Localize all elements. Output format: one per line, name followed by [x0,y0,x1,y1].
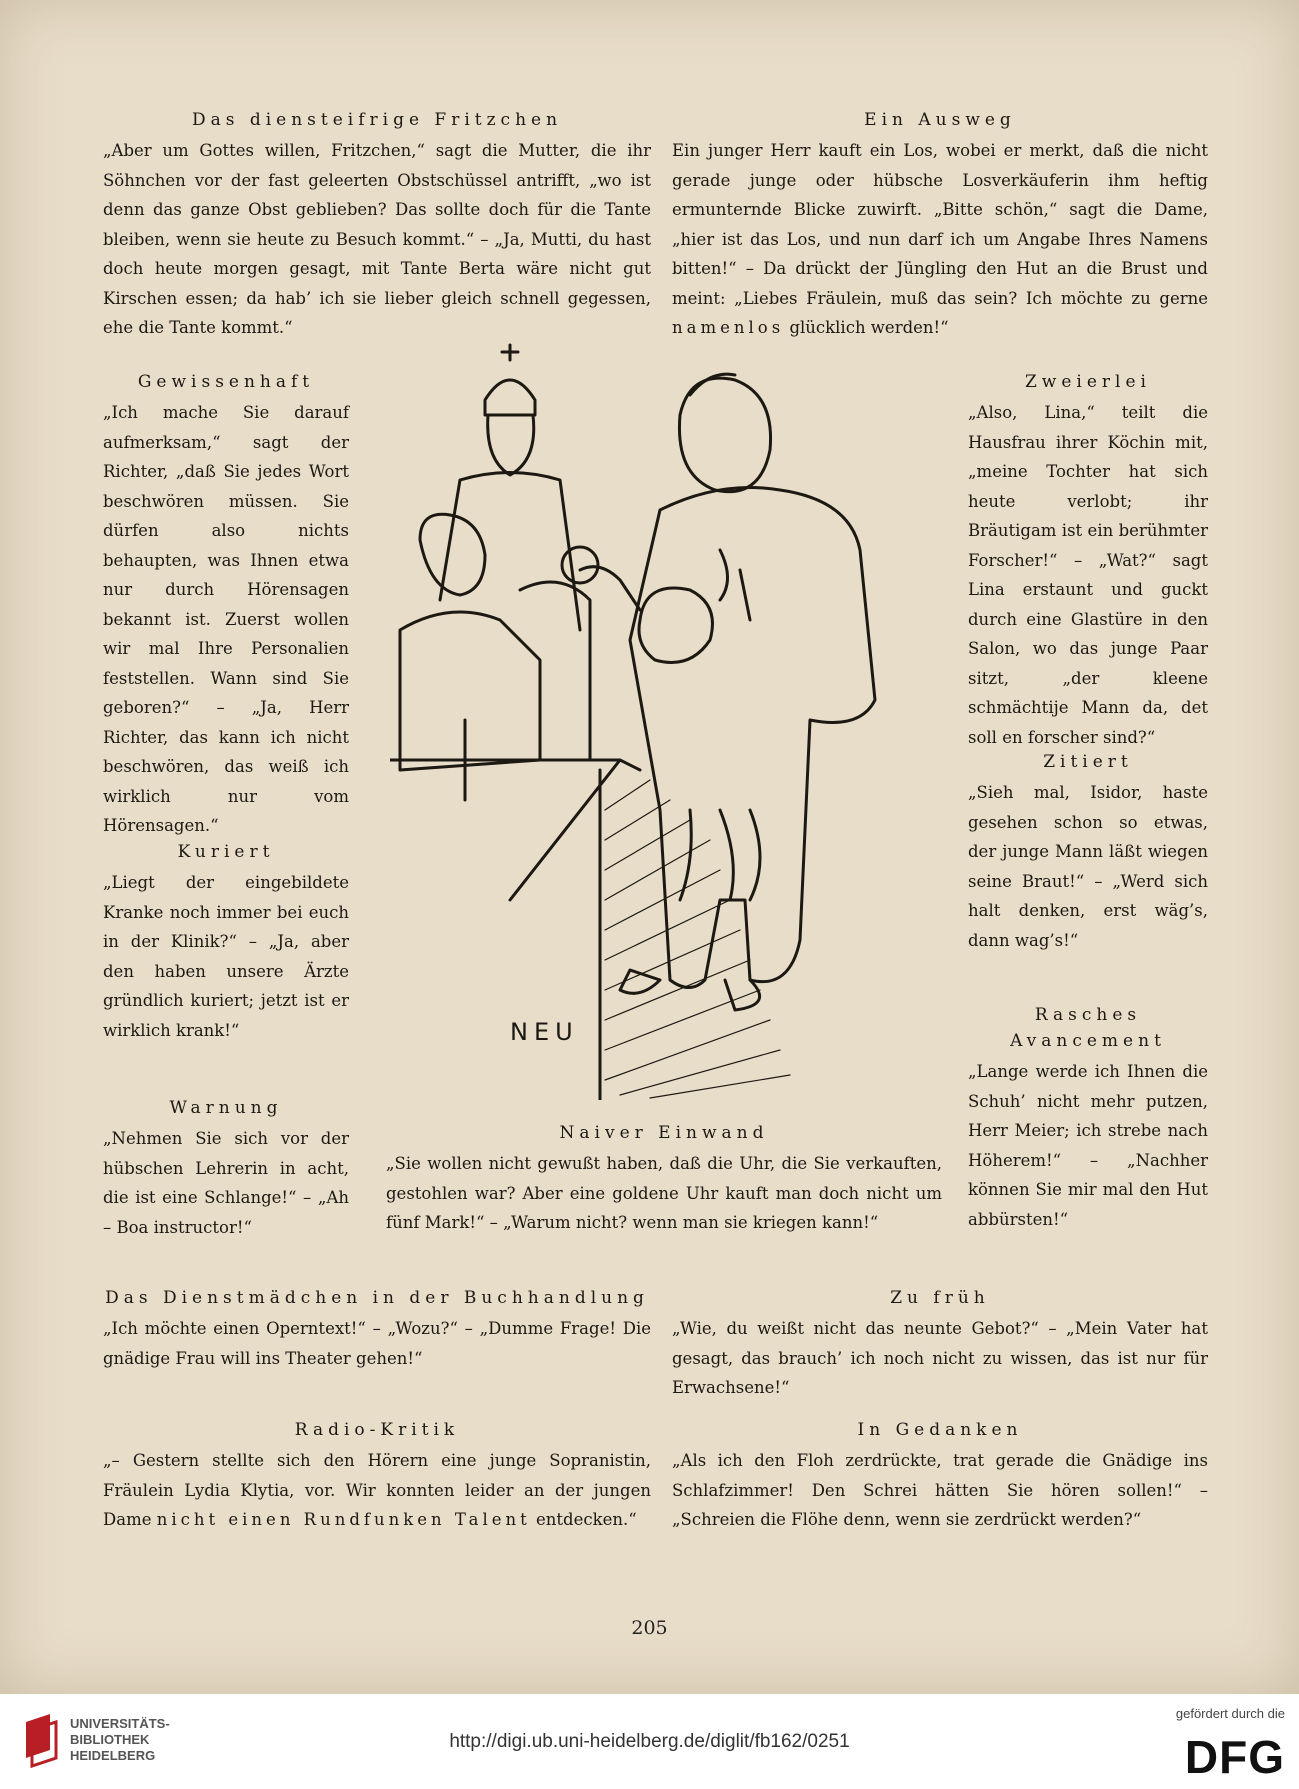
policeman-helmet [485,380,535,415]
article-text: „Wie, du weißt nicht das neunte Gebot?“ – „Mein Vater hat gesagt, das brauch’ ich noch nicht zu wissen, das ist nur für Erwachsene!“ [672,1319,1208,1397]
article-text: „Sie wollen nicht gewußt haben, daß die Uhr, die Sie verkauften, gestohlen war? Aber eine goldene Uhr kauft man doch nicht um fünf Mark!“ – „Warum nicht? wenn man sie kriegen kann!“ [386,1154,942,1232]
library-name-line: HEIDELBERG [70,1748,156,1763]
article-text: „Aber um Gottes willen, Fritzchen,“ sagt die Mutter, die ihr Söhnchen vor der fast geleerten Obstschüssel antrifft, „wo ist denn das ganze Obst geblieben? Das sollte doch für die Tante bleiben, wenn sie heute zu Besuch kommt.“ – „Ja, Mutti, du hast doch heute morgen gesagt, mit Tante Berta wäre nicht gut Kirschen essen; da hab’ ich sie lieber gleich schnell gegessen, ehe die Tante kommt.“ [103,141,651,337]
hatching [605,780,790,1098]
article-zweierlei [968,372,1208,752]
article-text: „Sieh mal, Isidor, haste gesehen schon so etwas, der junge Mann läßt wiegen seine Braut!“ – „Werd sich halt denken, erst wäg’s, dann wag’s!“ [968,783,1208,950]
seated-man-body [400,612,540,770]
article-title: In Gedanken [857,1420,1023,1440]
funding-note: gefördert durch die [1175,1706,1285,1721]
article-title: Warnung [169,1098,283,1118]
artist-signature: NEU [510,1018,579,1046]
article-gewissenhaft [103,372,349,841]
article-text [672,136,1208,343]
policeman-body [440,473,580,631]
tall-man-shoe-right [725,980,760,1010]
library-name-line: UNIVERSITÄTS- [70,1716,170,1731]
article-title: Zu früh [890,1288,990,1308]
article-title: Gewissenhaft [137,372,315,392]
library-name-line: BIBLIOTHEK [70,1732,150,1747]
article-title: Kuriert [177,842,275,862]
policeman-badge [562,547,598,583]
article-zitiert [968,752,1208,955]
spaced-words: nicht einen Rundfunken Talent [156,1510,531,1529]
article-gedanken [672,1420,1208,1535]
article-title: Radio-Kritik [294,1420,460,1440]
tall-man-coat [630,488,875,988]
tall-man-shoe-left [620,970,660,993]
article-fritzchen [103,110,651,343]
article-title: Zitiert [1043,752,1133,772]
page-number: 205 [631,1617,668,1639]
policeman-head [488,415,534,475]
chair [520,582,590,760]
tall-man-legs [680,810,760,900]
article-title: Das Dienstmädchen in der Buchhandlung [105,1288,649,1308]
hat-in-hand [639,588,713,663]
article-rasches [968,1005,1208,1234]
article-title: Rasches [1034,1005,1142,1025]
article-text: „Als ich den Floh zerdrückte, trat gerade die Gnädige ins Schlafzimmer! Den Schrei hätten Sie hören sollen!“ – „Schreien die Flöhe denn, wenn sie zerdrückt werden?“ [672,1451,1208,1529]
article-text: „Lange werde ich Ihnen die Schuh’ nicht mehr putzen, Herr Meier; ich strebe nach Höherem!“ – „Nachher können Sie mir mal den Hut abbürsten!“ [968,1062,1208,1229]
article-title: Ein Ausweg [864,110,1016,130]
article-text: „Ich möchte einen Operntext!“ – „Wozu?“ – „Dumme Frage! Die gnädige Frau will ins Theater gehen!“ [103,1319,651,1368]
dfg-logo: DFG [1184,1731,1285,1783]
article-zufrueh [672,1288,1208,1403]
article-text [103,1446,651,1535]
tall-man-head [679,378,770,491]
article-title: Zweierlei [1025,372,1151,392]
text-part: Ein junger Herr kauft ein Los, wobei er merkt, daß die nicht gerade junge oder hübsche Losverkäuferin ihm heftig ermunternde Blicke zuwirft. „Bitte schön,“ sagt die Dame, „hier ist das Los, und nun darf ich um Angabe Ihres Namens bitten!“ – Da drückt der Jüngling den Hut an die Brust und meint: „Liebes Fräulein, muß das sein? Ich möchte zu gerne [672,141,1208,308]
digitization-footer [0,1694,1299,1789]
spaced-word: namenlos [672,318,785,337]
article-text: „Ich mache Sie darauf aufmerksam,“ sagt der Richter, „daß Sie jedes Wort beschwören müssen. Sie dürfen also nichts behaupten, was Ihnen etwa nur durch Hörensagen bekannt ist. Zuerst wollen wir mal Ihre Personalien feststellen. Wann sind Sie geboren?“ – „Ja, Herr Richter, das kann ich nicht beschwören, das weiß ich wirklich nur vom Hörensagen.“ [103,403,349,835]
article-text: „Liegt der eingebildete Kranke noch immer bei euch in der Klinik?“ – „Ja, aber den haben unsere Ärzte gründlich kuriert; jetzt ist er wirklich krank!“ [103,873,349,1040]
article-text: „Nehmen Sie sich vor der hübschen Lehrerin in acht, die ist eine Schlange!“ – „Ah – Boa instructor!“ [103,1129,349,1237]
article-kuriert [103,842,349,1045]
article-einwand [386,1123,942,1238]
text-part: glücklich werden!“ [789,318,949,337]
table [390,760,640,900]
article-buchhandlung [103,1288,651,1373]
article-text: „Also, Lina,“ teilt die Hausfrau ihrer Köchin mit, „meine Tochter hat sich heute verlobt; ihr Bräutigam ist ein berühmter Forscher!“ – „Wat?“ sagt Lina erstaunt und guckt durch eine Glastüre in den Salon, wo das junge Paar sitzt, „der kleene schmächtije Mann da, det soll en forscher sind?“ [968,403,1208,747]
cartoon-illustration [390,340,950,1100]
text-part: „– Gestern stellte sich den Hörern eine junge Sopranistin, Fräulein Lydia Klytia, vor. Wir konnten leider an der jungen Dame [103,1451,651,1529]
article-title: Das diensteifrige Fritzchen [191,110,563,130]
article-title: Naiver Einwand [559,1123,769,1143]
article-title-line2: Avancement [1010,1031,1166,1051]
digital-url-link[interactable]: http://digi.ub.uni-heidelberg.de/diglit/fb162/0251 [449,1731,850,1752]
text-part: entdecken.“ [536,1510,637,1529]
article-radio [103,1420,651,1535]
article-ausweg [672,110,1208,343]
article-warnung [103,1098,349,1242]
